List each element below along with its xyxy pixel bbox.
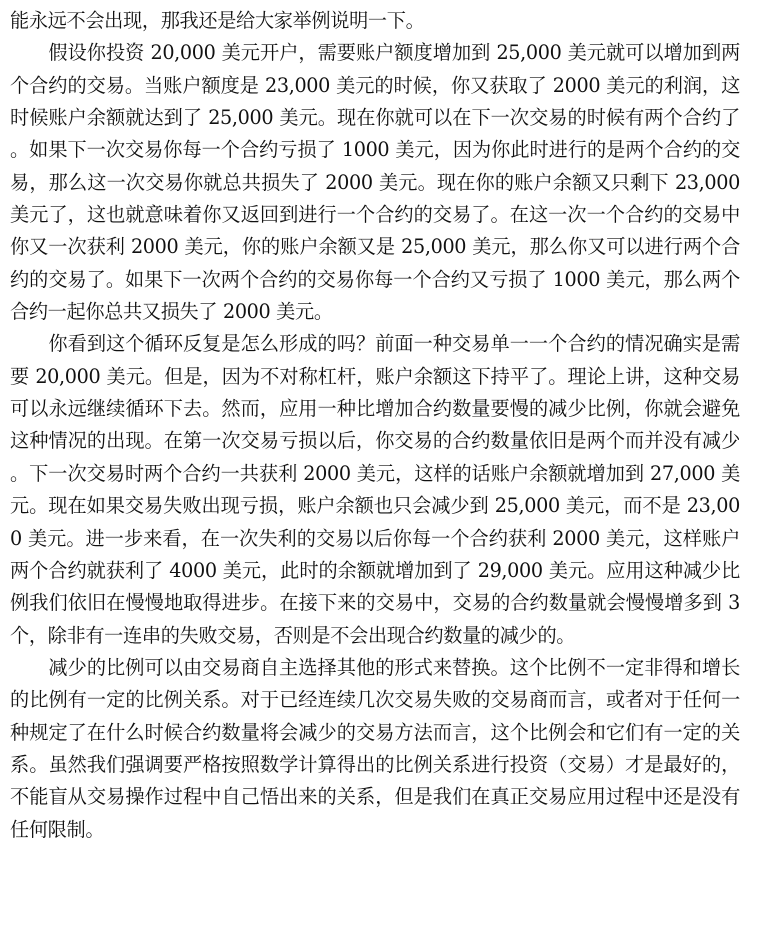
paragraph-continuation: 能永远不会出现，那我还是给大家举例说明一下。 <box>10 9 425 32</box>
paragraph-example: 假设你投资 20,000 美元开户，需要账户额度增加到 25,000 美元就可以增加到两个合约的交易。当账户额度是 23,000 美元的时候，你又获取了 2000 美元的利润，这时候账户余额就达到了 25,000 美元。现在你就可以在下一次交易的时候有两个合约了。如果下一次交易你每一个合约亏损了 1000 美元，因为你此时进行的是两个合约的交易，那么这一次交易你就总共损失了 2000 美元。现在你的账户余额又只剩下 23,000 美元了，这也就意味着你又返回到进行一个合约的交易了。在这一次一个合约的交易中你又一次获利 2000 美元，你的账户余额又是 25,000 美元，那么你又可以进行两个合约的交易了。如果下一次两个合约的交易你每一个合约又亏损了 1000 美元，那么两个合约一起你总共又损失了 2000 美元。 <box>10 41 740 324</box>
paragraph-cycle: 你看到这个循环反复是怎么形成的吗？前面一种交易单一一个合约的情况确实是需要 20,000 美元。但是，因为不对称杠杆，账户余额这下持平了。理论上讲，这种交易可以永远继续循环下去。然而，应用一种比增加合约数量要慢的减少比例，你就会避免这种情况的出现。在第一次交易亏损以后，你交易的合约数量依旧是两个而并没有减少。下一次交易时两个合约一共获利 2000 美元，这样的话账户余额就增加到 27,000 美元。现在如果交易失败出现亏损，账户余额也只会减少到 25,000 美元，而不是 23,000 美元。进一步来看，在一次失利的交易以后你每一个合约获利 2000 美元，这样账户两个合约就获利了 4000 美元，此时的余额就增加到了 29,000 美元。应用这种减少比例我们依旧在慢慢地取得进步。在接下来的交易中，交易的合约数量就会慢慢增多到 3 个，除非有一连串的失败交易，否则是不会出现合约数量的减少的。 <box>10 332 740 647</box>
paragraph-ratio: 减少的比例可以由交易商自主选择其他的形式来替换。这个比例不一定非得和增长的比例有一定的比例关系。对于已经连续几次交易失败的交易商而言，或者对于任何一种规定了在什么时候合约数量将会减少的交易方法而言，这个比例会和它们有一定的关系。虽然我们强调要严格按照数学计算得出的比例关系进行投资（交易）才是最好的，不能盲从交易操作过程中自己悟出来的关系，但是我们在真正交易应用过程中还是没有任何限制。 <box>10 655 740 841</box>
